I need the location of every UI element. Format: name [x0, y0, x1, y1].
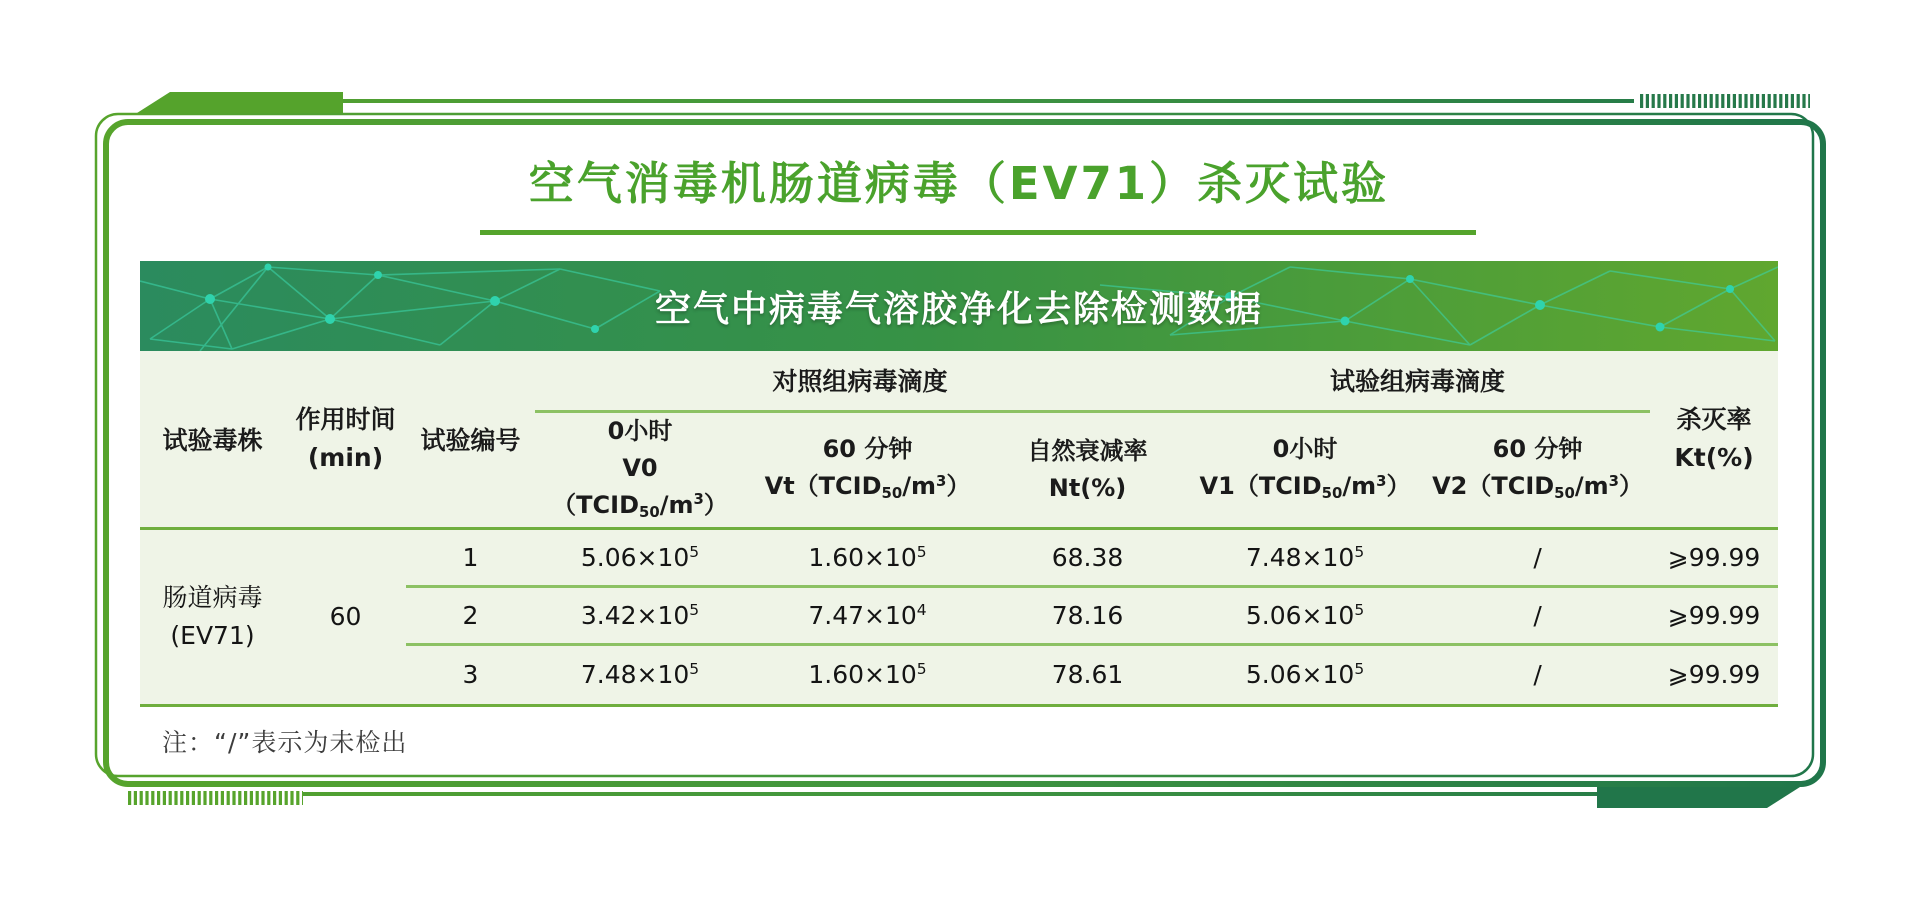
- cell-v0: $3.42\times 10^5$: [535, 586, 745, 644]
- cell-v0: $7.48\times 10^5$: [535, 644, 745, 705]
- table-banner: [140, 261, 1778, 351]
- cell-time: 60: [285, 528, 406, 705]
- cell-vt: $7.47\times 10^4$: [745, 586, 990, 644]
- cell-nt: 78.16: [990, 586, 1185, 644]
- col-group-control: 对照组病毒滴度: [535, 351, 1185, 411]
- cell-nt: 78.61: [990, 644, 1185, 705]
- table-row: [140, 528, 1778, 586]
- cell-no: 1: [406, 528, 535, 586]
- col-group-test: 试验组病毒滴度: [1185, 351, 1650, 411]
- sub-header-natural-decay: 自然衰减率 Nt(%): [990, 411, 1185, 528]
- cell-kt: ⩾99.99: [1650, 644, 1778, 705]
- col-header-time: [285, 351, 406, 528]
- col-header-time-line2: (min): [307, 442, 384, 472]
- cell-v1: $7.48\times 10^5$: [1185, 528, 1425, 586]
- data-table: [140, 351, 1778, 707]
- sub-header-test-0h: 0小时 $V1(TCID_{50}/m^3)$: [1185, 411, 1425, 528]
- corner-tab-bottom-right: [1597, 787, 1800, 808]
- cell-nt: 68.38: [990, 528, 1185, 586]
- col-header-kill-rate-line2: Kt(%): [1674, 442, 1754, 472]
- cell-v0: $5.06\times 10^5$: [535, 528, 745, 586]
- cell-kt: ⩾99.99: [1650, 528, 1778, 586]
- cell-v1: $5.06\times 10^5$: [1185, 586, 1425, 644]
- cell-no: 2: [406, 586, 535, 644]
- sub-header-control-0h: 0小时 $V0(TCID_{50}/m^3)$: [535, 411, 745, 528]
- cell-no: 3: [406, 644, 535, 705]
- cell-strain: 肠道病毒 (EV71): [140, 528, 285, 705]
- col-header-strain: 试验毒株: [140, 351, 285, 528]
- cell-kt: ⩾99.99: [1650, 586, 1778, 644]
- cell-v1: $5.06\times 10^5$: [1185, 644, 1425, 705]
- corner-tab-top-left: [137, 92, 343, 113]
- note-text: 注：“/”表示为未检出: [162, 728, 408, 757]
- cell-vt: $1.60\times 10^5$: [745, 528, 990, 586]
- col-header-kill-rate-line1: 杀灭率: [1676, 404, 1752, 434]
- title-underline: [480, 230, 1476, 235]
- sub-header-control-60min: 60 分钟 $Vt(TCID_{50}/m^3)$: [745, 411, 990, 528]
- cell-vt: $1.60\times 10^5$: [745, 644, 990, 705]
- cell-v2: /: [1425, 528, 1650, 586]
- page-title: 空气消毒机肠道病毒（EV71）杀灭试验: [528, 157, 1390, 210]
- col-header-time-line1: 作用时间: [295, 404, 396, 434]
- sub-header-test-60min: 60 分钟 $V2(TCID_{50}/m^3)$: [1425, 411, 1650, 528]
- cell-v2: /: [1425, 644, 1650, 705]
- banner-title: 空气中病毒气溶胶净化去除检测数据: [654, 288, 1263, 330]
- col-header-kill-rate: [1650, 351, 1778, 528]
- col-header-trial-no: 试验编号: [406, 351, 535, 528]
- cell-v2: /: [1425, 586, 1650, 644]
